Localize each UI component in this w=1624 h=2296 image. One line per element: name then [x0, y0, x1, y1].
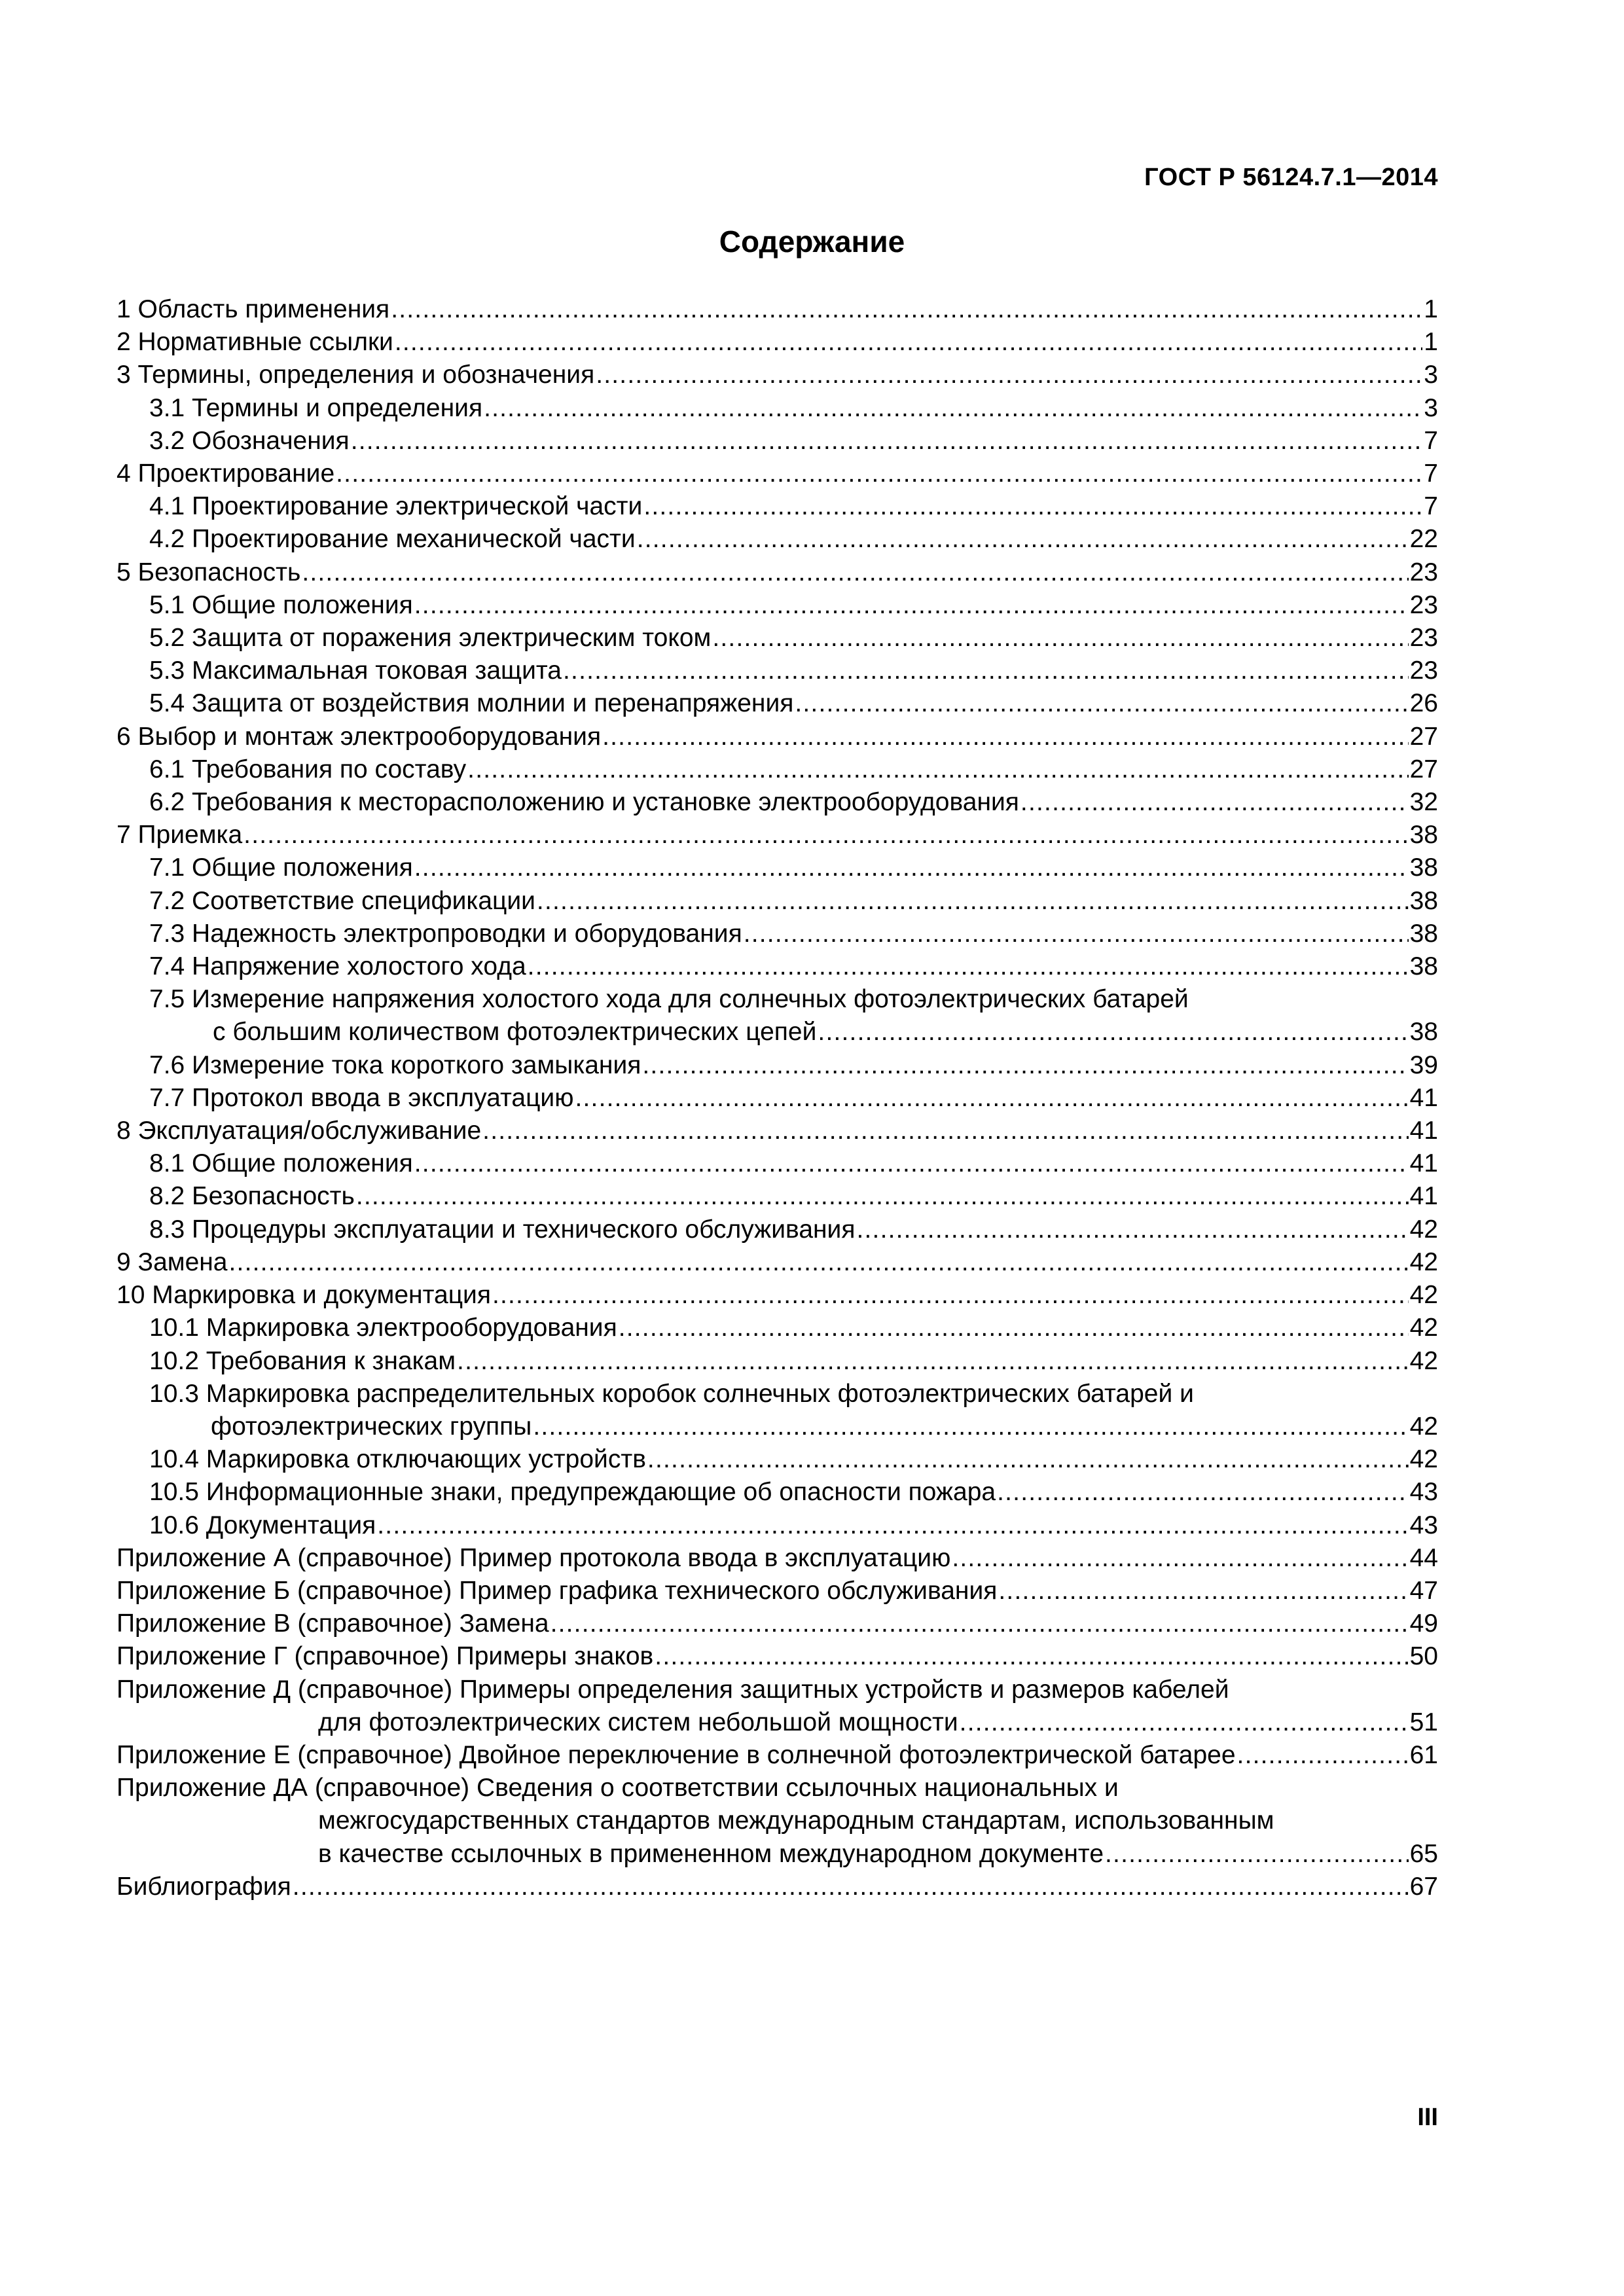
toc-leader [744, 918, 1409, 950]
toc-entry-page: 42 [1409, 1247, 1438, 1276]
toc-entry-page: 38 [1409, 821, 1438, 850]
toc-entry-page: 67 [1409, 1872, 1438, 1901]
toc-entry[interactable] [117, 1443, 1438, 1476]
toc-entry[interactable] [117, 1049, 1438, 1082]
toc-leader [414, 589, 1409, 622]
page-title: Содержание [719, 224, 905, 259]
toc-leader [395, 326, 1422, 359]
toc-entry-page: 41 [1409, 1182, 1438, 1211]
toc-entry[interactable] [117, 1345, 1438, 1378]
toc-entry-page: 43 [1409, 1478, 1438, 1507]
toc-entry-title: 3 Термины, определения и обозначения [117, 361, 595, 389]
toc-leader [619, 1312, 1409, 1344]
toc-entry-page: 42 [1409, 1346, 1438, 1375]
toc-entry-title: 6.1 Требования по составу [149, 755, 467, 783]
toc-leader [377, 1509, 1408, 1542]
toc-leader [856, 1213, 1408, 1246]
toc-entry-title: 8.3 Процедуры эксплуатации и технического обслуживания [149, 1215, 856, 1244]
toc-entry-title-continued: для фотоэлектрических систем небольшой мощности [318, 1708, 958, 1736]
table-of-contents [117, 293, 1438, 1903]
toc-entry[interactable] [117, 1312, 1438, 1344]
toc-entry[interactable] [117, 556, 1438, 589]
toc-entry[interactable] [117, 359, 1438, 391]
toc-leader [229, 1246, 1409, 1279]
toc-leader [712, 622, 1408, 655]
toc-entry-page: 41 [1409, 1117, 1438, 1145]
toc-leader [302, 556, 1408, 589]
toc-leader [356, 1180, 1409, 1213]
toc-entry[interactable] [117, 1147, 1438, 1180]
toc-entry-title: 6.2 Требования к месторасположению и установке электрооборудования [149, 788, 1019, 817]
toc-entry-title: 3.2 Обозначения [149, 426, 350, 455]
toc-entry[interactable] [117, 1640, 1438, 1673]
toc-entry-page: 23 [1409, 590, 1438, 619]
toc-entry[interactable] [117, 293, 1438, 326]
toc-leader [391, 293, 1422, 326]
toc-entry[interactable] [117, 392, 1438, 425]
toc-entry-page: 22 [1409, 525, 1438, 554]
toc-leader [351, 425, 1423, 457]
toc-entry[interactable] [117, 918, 1438, 950]
toc-entry-title: 8.2 Безопасность [149, 1182, 355, 1211]
toc-entry[interactable] [117, 721, 1438, 753]
toc-entry[interactable] [117, 1575, 1438, 1607]
toc-entry-page: 27 [1409, 722, 1438, 751]
toc-entry-page: 27 [1409, 755, 1438, 783]
toc-entry-continuation[interactable] [117, 1706, 1438, 1739]
toc-entry[interactable] [117, 852, 1438, 884]
toc-entry-page: 51 [1409, 1708, 1438, 1736]
toc-entry-title: 3.1 Термины и определения [149, 393, 483, 422]
toc-entry-continuation[interactable] [117, 1410, 1438, 1443]
toc-entry[interactable] [117, 622, 1438, 655]
toc-leader [537, 885, 1409, 918]
toc-entry[interactable] [117, 1509, 1438, 1542]
toc-entry[interactable] [117, 589, 1438, 622]
toc-entry-first-line[interactable] [117, 1772, 1438, 1804]
toc-entry-title: 10.5 Информационные знаки, предупреждающие об опасности пожара [149, 1478, 996, 1507]
toc-leader [492, 1279, 1409, 1312]
toc-entry-page: 38 [1409, 1018, 1438, 1047]
toc-entry-first-line[interactable] [117, 983, 1438, 1016]
toc-leader [484, 392, 1422, 425]
toc-entry-title: 10 Маркировка и документация [117, 1281, 491, 1310]
toc-entry[interactable] [117, 1246, 1438, 1279]
toc-leader [637, 523, 1409, 556]
toc-entry-title-continued: межгосударственных стандартов международным стандартам, использованным [318, 1806, 1274, 1835]
document-code: ГОСТ Р 56124.7.1—2014 [1144, 164, 1438, 191]
toc-entry-page: 26 [1409, 689, 1438, 718]
toc-entry-title: 7.1 Общие положения [149, 853, 413, 882]
toc-entry-page: 42 [1409, 1314, 1438, 1342]
toc-entry-page: 7 [1424, 492, 1438, 521]
toc-leader [336, 457, 1422, 490]
toc-entry-continuation-line [117, 1804, 1438, 1837]
toc-leader [998, 1575, 1408, 1607]
toc-entry-page: 38 [1409, 952, 1438, 981]
toc-entry-title: 8.1 Общие положения [149, 1149, 413, 1178]
toc-entry-page: 3 [1424, 393, 1438, 422]
toc-leader [643, 490, 1422, 523]
toc-leader [414, 852, 1409, 884]
toc-entry[interactable] [117, 425, 1438, 457]
toc-entry-page: 65 [1409, 1839, 1438, 1868]
toc-entry-title: 7 Приемка [117, 821, 243, 850]
toc-entry-page: 38 [1409, 853, 1438, 882]
toc-entry-page: 39 [1409, 1050, 1438, 1079]
toc-entry-title: 7.2 Соответствие спецификации [149, 886, 535, 915]
toc-leader [997, 1476, 1409, 1509]
toc-entry-page: 41 [1409, 1083, 1438, 1112]
toc-entry-title: 9 Замена [117, 1247, 228, 1276]
toc-entry[interactable] [117, 753, 1438, 786]
toc-leader [533, 1410, 1408, 1443]
toc-entry-page: 1 [1424, 295, 1438, 323]
toc-entry-title: 8 Эксплуатация/обслуживание [117, 1117, 482, 1145]
toc-entry-title: 7.5 Измерение напряжения холостого хода для солнечных фотоэлектрических батарей [149, 985, 1189, 1014]
toc-entry-title: Библиография [117, 1872, 291, 1901]
toc-entry-title: Приложение А (справочное) Пример протокола ввода в эксплуатацию [117, 1543, 951, 1572]
toc-entry-page: 23 [1409, 624, 1438, 653]
toc-entry[interactable] [117, 655, 1438, 687]
toc-leader [960, 1706, 1409, 1739]
toc-entry[interactable] [117, 1082, 1438, 1115]
toc-entry[interactable] [117, 819, 1438, 852]
toc-entry[interactable] [117, 1476, 1438, 1509]
toc-entry-title: 5 Безопасность [117, 558, 301, 586]
toc-entry-title: 5.4 Защита от воздействия молнии и перенапряжения [149, 689, 794, 718]
toc-entry-title-continued: в качестве ссылочных в примененном международном документе [318, 1839, 1104, 1868]
toc-entry[interactable] [117, 786, 1438, 819]
toc-entry-title: Приложение В (справочное) Замена [117, 1609, 549, 1638]
toc-entry-page: 32 [1409, 788, 1438, 817]
toc-entry-first-line[interactable] [117, 1378, 1438, 1410]
toc-entry-title: 10.6 Документация [149, 1511, 376, 1539]
toc-leader [1020, 786, 1409, 819]
toc-entry-title: 10.2 Требования к знакам [149, 1346, 456, 1375]
toc-entry-title: 10.4 Маркировка отключающих устройств [149, 1445, 646, 1474]
toc-entry-page: 41 [1409, 1149, 1438, 1178]
toc-entry-title: 7.7 Протокол ввода в эксплуатацию [149, 1083, 574, 1112]
toc-entry-page: 42 [1409, 1215, 1438, 1244]
toc-entry-page: 7 [1424, 459, 1438, 488]
page-number: III [1417, 2104, 1438, 2131]
toc-leader [244, 819, 1408, 852]
toc-entry[interactable] [117, 1607, 1438, 1640]
toc-leader [563, 655, 1409, 687]
toc-entry[interactable] [117, 1279, 1438, 1312]
toc-leader [647, 1443, 1409, 1476]
toc-leader [952, 1542, 1408, 1575]
toc-entry-title: 10.1 Маркировка электрооборудования [149, 1314, 617, 1342]
toc-entry-title-continued: с большим количеством фотоэлектрических цепей [213, 1018, 817, 1047]
toc-entry-page: 38 [1409, 886, 1438, 915]
toc-leader [467, 753, 1408, 786]
toc-entry-title: 4 Проектирование [117, 459, 335, 488]
toc-leader [642, 1049, 1408, 1082]
toc-entry-page: 61 [1409, 1740, 1438, 1769]
toc-entry-title: 7.3 Надежность электропроводки и оборудования [149, 919, 742, 948]
toc-entry[interactable] [117, 687, 1438, 720]
toc-entry-page: 23 [1409, 656, 1438, 685]
toc-entry-title: Приложение Д (справочное) Примеры определения защитных устройств и размеров кабелей [117, 1675, 1229, 1704]
toc-entry[interactable] [117, 523, 1438, 556]
toc-entry[interactable] [117, 1739, 1438, 1772]
toc-entry[interactable] [117, 457, 1438, 490]
toc-entry-page: 42 [1409, 1412, 1438, 1441]
toc-entry-page: 50 [1409, 1642, 1438, 1671]
toc-entry-page: 42 [1409, 1281, 1438, 1310]
toc-entry-title: Приложение ДА (справочное) Сведения о соответствии ссылочных национальных и [117, 1774, 1119, 1803]
toc-entry-title: 5.3 Максимальная токовая защита [149, 656, 562, 685]
toc-leader [655, 1640, 1408, 1673]
toc-leader [550, 1607, 1409, 1640]
toc-entry-title-continued: фотоэлектрических группы [211, 1412, 532, 1441]
toc-leader [818, 1016, 1408, 1049]
toc-entry-first-line[interactable] [117, 1674, 1438, 1706]
toc-entry-title: 10.3 Маркировка распределительных коробок солнечных фотоэлектрических батарей и [149, 1379, 1194, 1408]
toc-entry-title: 7.6 Измерение тока короткого замыкания [149, 1050, 641, 1079]
toc-entry-title: 4.2 Проектирование механической части [149, 525, 636, 554]
toc-entry-page: 49 [1409, 1609, 1438, 1638]
toc-entry[interactable] [117, 950, 1438, 983]
toc-entry-page: 44 [1409, 1543, 1438, 1572]
toc-entry-title: 4.1 Проектирование электрической части [149, 492, 643, 521]
toc-leader [795, 687, 1408, 720]
toc-entry[interactable] [117, 1213, 1438, 1246]
toc-entry-title: Приложение Е (справочное) Двойное переключение в солнечной фотоэлектрической батарее [117, 1740, 1236, 1769]
toc-entry[interactable] [117, 1542, 1438, 1575]
toc-entry-page: 43 [1409, 1511, 1438, 1539]
toc-entry[interactable] [117, 490, 1438, 523]
toc-entry[interactable] [117, 1115, 1438, 1147]
toc-entry-title: 5.2 Защита от поражения электрическим током [149, 624, 712, 653]
toc-leader [575, 1082, 1408, 1115]
toc-entry[interactable] [117, 1180, 1438, 1213]
toc-leader [528, 950, 1409, 983]
toc-leader [1105, 1838, 1409, 1871]
toc-entry-title: 2 Нормативные ссылки [117, 328, 393, 357]
toc-leader [414, 1147, 1409, 1180]
toc-entry-title: Приложение Г (справочное) Примеры знаков [117, 1642, 654, 1671]
toc-leader [293, 1871, 1409, 1903]
toc-leader [1237, 1739, 1409, 1772]
toc-entry[interactable] [117, 885, 1438, 918]
toc-leader [602, 721, 1409, 753]
toc-leader [596, 359, 1422, 391]
toc-entry-title: Приложение Б (справочное) Пример графика технического обслуживания [117, 1576, 998, 1605]
toc-entry-page: 1 [1424, 328, 1438, 357]
toc-entry-title: 7.4 Напряжение холостого хода [149, 952, 526, 981]
toc-entry-page: 38 [1409, 919, 1438, 948]
toc-leader [457, 1345, 1409, 1378]
toc-entry[interactable] [117, 1871, 1438, 1903]
toc-entry-page: 3 [1424, 361, 1438, 389]
toc-entry-page: 7 [1424, 426, 1438, 455]
toc-entry-continuation[interactable] [117, 1016, 1438, 1049]
toc-entry-title: 1 Область применения [117, 295, 390, 323]
toc-entry[interactable] [117, 326, 1438, 359]
toc-entry-title: 6 Выбор и монтаж электрооборудования [117, 722, 602, 751]
toc-entry-continuation[interactable] [117, 1838, 1438, 1871]
toc-entry-page: 23 [1409, 558, 1438, 586]
toc-leader [482, 1115, 1408, 1147]
toc-entry-title: 5.1 Общие положения [149, 590, 413, 619]
toc-entry-page: 42 [1409, 1445, 1438, 1474]
toc-entry-page: 47 [1409, 1576, 1438, 1605]
